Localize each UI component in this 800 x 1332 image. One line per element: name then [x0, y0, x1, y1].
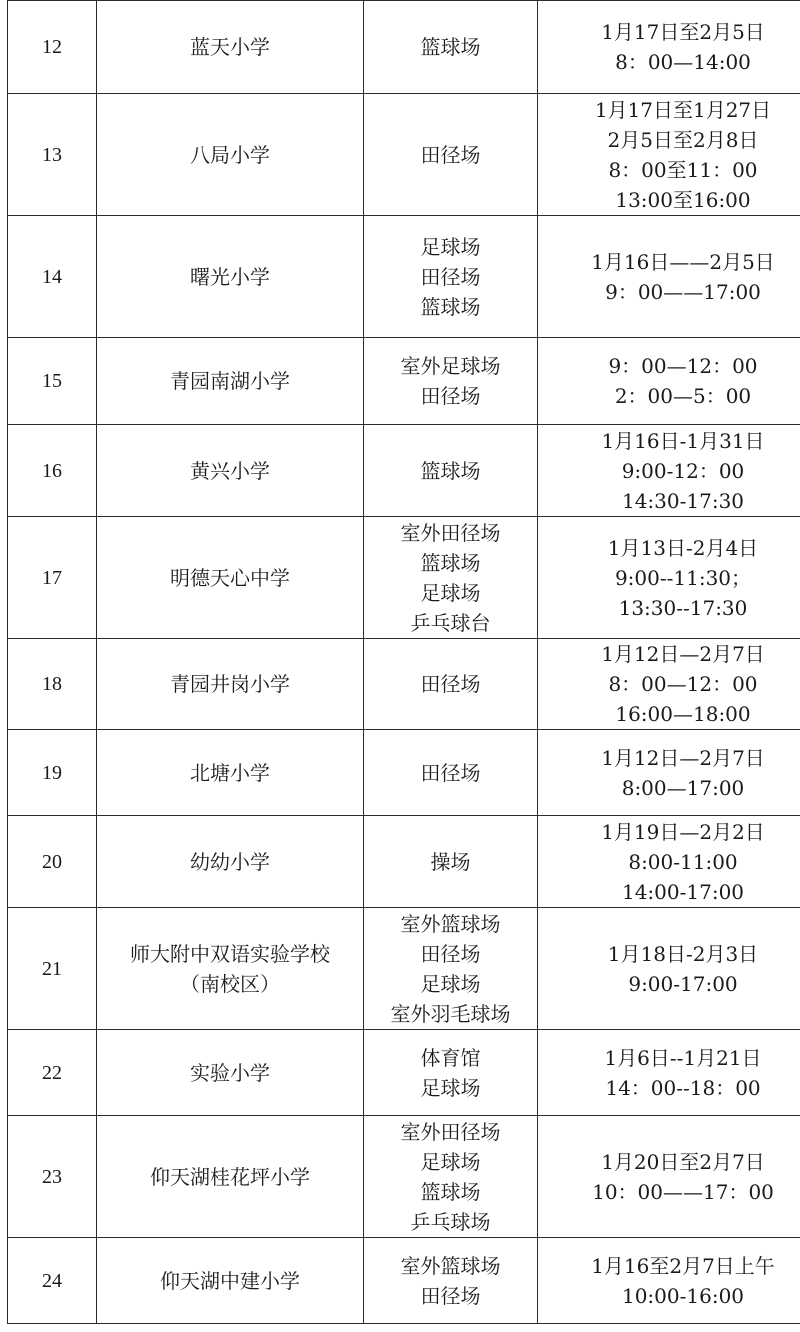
school-name-line: （南校区）	[180, 971, 280, 996]
open-time-line: 1月16至2月7日上午	[591, 1253, 775, 1278]
open-time-line: 8：00至11：00	[608, 157, 758, 182]
table-row	[8, 639, 800, 730]
venue-list-line: 田径场	[420, 264, 481, 289]
venue-list-line: 田径场	[420, 142, 481, 167]
open-time	[538, 816, 800, 908]
venue-list-line: 田径场	[420, 1283, 481, 1308]
venue-list-line: 乒乓球场	[410, 1209, 491, 1234]
venue-list-line: 篮球场	[420, 35, 481, 59]
venue-list	[364, 425, 538, 517]
venue-list	[364, 94, 538, 216]
school-name-line: 幼幼小学	[190, 849, 270, 874]
school-name-line: 曙光小学	[190, 264, 270, 289]
open-time-line: 9：00—12：00	[608, 354, 758, 378]
open-time-line: 9：00——17:00	[605, 279, 761, 304]
venue-list	[364, 730, 538, 816]
row-number: 16	[8, 425, 97, 517]
venue-list	[364, 1030, 538, 1116]
open-time-line: 1月20日至2月7日	[601, 1149, 765, 1174]
open-time-line: 13:30--17:30	[618, 595, 748, 620]
open-time	[538, 1030, 800, 1116]
open-time-line: 1月12日—2月7日	[601, 745, 765, 770]
open-time	[538, 908, 800, 1030]
venue-list-line: 操场	[430, 849, 471, 874]
row-number: 21	[8, 908, 97, 1030]
school-name	[97, 517, 364, 639]
table-row	[8, 908, 800, 1030]
open-time-line: 1月13日-2月4日	[607, 535, 759, 560]
open-time-line: 9:00--11:30；	[614, 565, 752, 590]
table-row	[8, 816, 800, 908]
open-time	[538, 1116, 800, 1238]
row-number: 17	[8, 517, 97, 639]
open-time	[538, 730, 800, 816]
venue-list-line: 足球场	[420, 971, 481, 996]
open-time-line: 1月19日—2月2日	[601, 819, 765, 844]
school-name-line: 实验小学	[190, 1060, 270, 1085]
open-time	[538, 425, 800, 517]
open-time-line: 1月17日至2月5日	[601, 20, 765, 44]
open-time	[538, 639, 800, 730]
table-row	[8, 1030, 800, 1116]
venue-list-line: 足球场	[420, 580, 481, 605]
open-time-line: 8：00—14:00	[615, 50, 751, 74]
school-name	[97, 1238, 364, 1324]
school-name-line: 黄兴小学	[190, 458, 270, 483]
open-time-line: 16:00—18:00	[615, 702, 751, 726]
venue-list-line: 足球场	[420, 234, 481, 259]
open-time	[538, 216, 800, 338]
school-name	[97, 1030, 364, 1116]
row-number: 24	[8, 1238, 97, 1324]
open-time-line: 1月6日--1月21日	[604, 1045, 762, 1070]
school-name	[97, 1, 364, 94]
school-name	[97, 338, 364, 425]
venue-list-line: 田径场	[420, 941, 481, 966]
table-row	[8, 1, 800, 94]
table-row	[8, 94, 800, 216]
venue-list-line: 室外羽毛球场	[390, 1001, 511, 1026]
venue-list-line: 足球场	[420, 1075, 481, 1100]
school-name	[97, 639, 364, 730]
table-body	[8, 1, 800, 1324]
venue-list-line: 室外田径场	[400, 520, 501, 545]
open-time	[538, 94, 800, 216]
venue-list	[364, 517, 538, 639]
open-time-line: 13:00至16:00	[615, 187, 751, 212]
venue-list-line: 篮球场	[420, 1179, 481, 1204]
table-row	[8, 216, 800, 338]
open-time-line: 14:00-17:00	[621, 879, 745, 904]
open-time-line: 9:00-17:00	[628, 971, 738, 996]
open-time-line: 1月18日-2月3日	[607, 941, 759, 966]
open-time-line: 2月5日至2月8日	[607, 127, 759, 152]
venue-list-line: 篮球场	[420, 550, 481, 575]
row-number: 12	[8, 1, 97, 94]
school-name	[97, 94, 364, 216]
row-number: 20	[8, 816, 97, 908]
table-row	[8, 1238, 800, 1324]
table-row	[8, 517, 800, 639]
venue-list	[364, 216, 538, 338]
open-time-line: 10:00-16:00	[621, 1283, 745, 1308]
open-time	[538, 1238, 800, 1324]
venue-list	[364, 639, 538, 730]
open-time-line: 8:00—17:00	[621, 775, 745, 800]
venue-list-line: 田径场	[420, 760, 481, 785]
open-time-line: 14：00--18：00	[605, 1075, 761, 1100]
school-name	[97, 908, 364, 1030]
table-row	[8, 1116, 800, 1238]
row-number: 14	[8, 216, 97, 338]
venue-list	[364, 1116, 538, 1238]
venue-list-line: 田径场	[420, 384, 481, 408]
venue-list-line: 乒乓球台	[410, 610, 491, 635]
open-time-line: 9:00-12：00	[621, 458, 745, 483]
school-name	[97, 425, 364, 517]
open-time	[538, 517, 800, 639]
school-name	[97, 816, 364, 908]
venue-list-line: 体育馆	[420, 1045, 481, 1070]
open-time-line: 8：00—12：00	[608, 672, 758, 696]
school-name-line: 师大附中双语实验学校	[130, 941, 330, 966]
venue-list	[364, 816, 538, 908]
row-number: 13	[8, 94, 97, 216]
open-time-line: 1月16日——2月5日	[591, 249, 775, 274]
venue-list-line: 足球场	[420, 1149, 481, 1174]
open-time-line: 2：00—5：00	[614, 384, 752, 408]
venue-list-line: 室外篮球场	[400, 1253, 501, 1278]
venue-list	[364, 1238, 538, 1324]
table-row	[8, 730, 800, 816]
open-time	[538, 338, 800, 425]
school-name	[97, 730, 364, 816]
row-number: 18	[8, 639, 97, 730]
venue-list	[364, 338, 538, 425]
table-row	[8, 425, 800, 517]
open-time	[538, 1, 800, 94]
open-time-line: 1月12日—2月7日	[601, 642, 765, 666]
open-time-line: 14:30-17:30	[621, 488, 745, 513]
row-number: 19	[8, 730, 97, 816]
venue-list-line: 室外足球场	[400, 354, 501, 378]
school-name-line: 蓝天小学	[190, 35, 270, 59]
school-name-line: 仰天湖中建小学	[160, 1268, 300, 1293]
school-name-line: 明德天心中学	[170, 565, 290, 590]
row-number: 15	[8, 338, 97, 425]
venue-list-line: 田径场	[420, 672, 481, 696]
venue-list	[364, 908, 538, 1030]
school-name	[97, 1116, 364, 1238]
venue-list-line: 篮球场	[420, 294, 481, 319]
open-time-line: 10：00——17：00	[592, 1179, 774, 1204]
row-number: 22	[8, 1030, 97, 1116]
open-time-line: 1月17日至1月27日	[594, 97, 772, 122]
school-name-line: 青园南湖小学	[170, 369, 290, 393]
school-name-line: 八局小学	[190, 142, 270, 167]
table-row	[8, 338, 800, 425]
school-name-line: 北塘小学	[190, 760, 270, 785]
venue-list-line: 篮球场	[420, 458, 481, 483]
open-time-line: 1月16日-1月31日	[601, 428, 765, 453]
row-number: 23	[8, 1116, 97, 1238]
venue-list-line: 室外田径场	[400, 1119, 501, 1144]
venue-schedule-table	[7, 0, 800, 1324]
venue-list	[364, 1, 538, 94]
school-name-line: 仰天湖桂花坪小学	[150, 1164, 310, 1189]
school-name	[97, 216, 364, 338]
open-time-line: 8:00-11:00	[628, 849, 738, 874]
school-name-line: 青园井岗小学	[170, 672, 290, 696]
venue-list-line: 室外篮球场	[400, 911, 501, 936]
